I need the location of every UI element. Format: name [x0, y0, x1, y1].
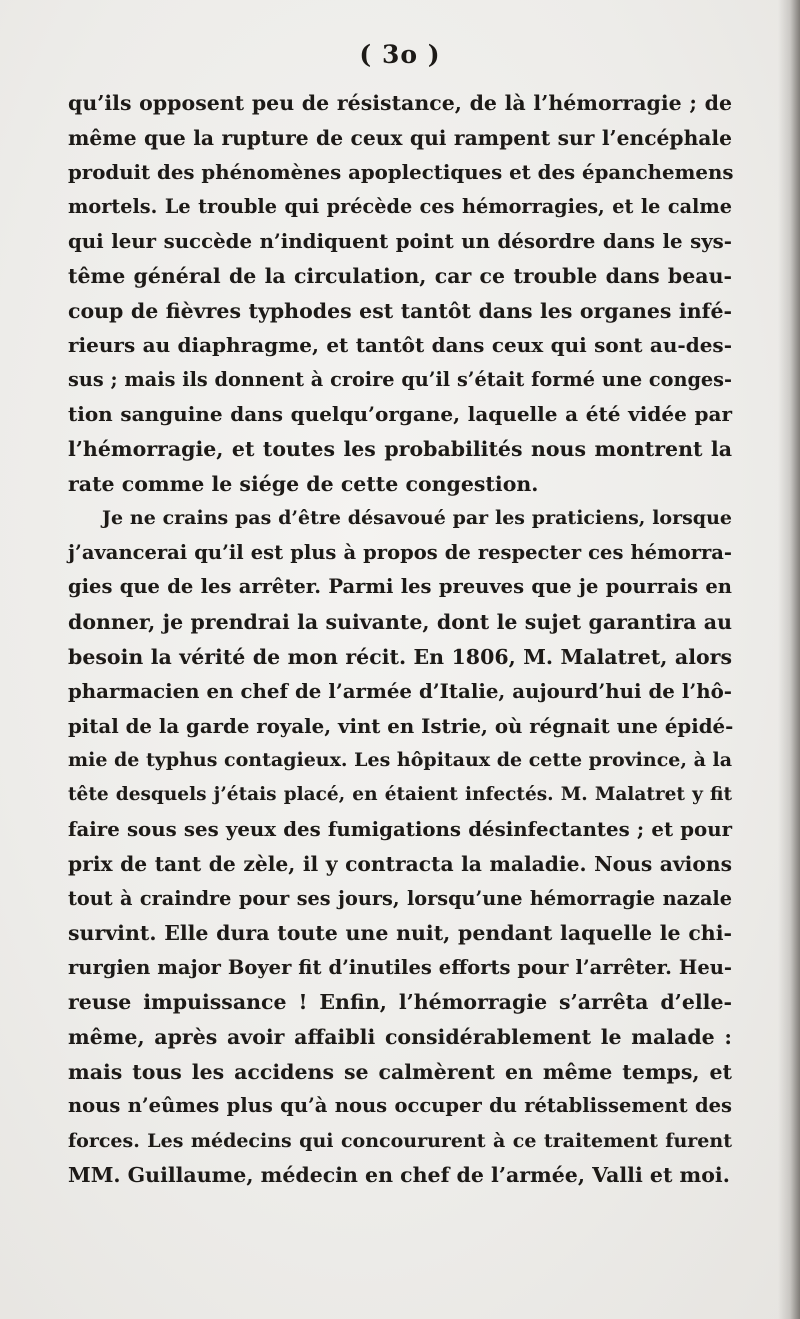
text-line: donner, je prendrai la suivante, dont le sujet garantira au: [68, 609, 732, 634]
text-line: l’hémorragie, et toutes les probabilités nous montrent la: [68, 436, 732, 461]
text-line: nous n’eûmes plus qu’à nous occuper du rétablissement des: [68, 1094, 732, 1118]
text-line: pharmacien en chef de l’armée d’Italie, aujourd’hui de l’hô-: [68, 679, 732, 704]
text-line: besoin la vérité de mon récit. En 1806, M. Malatret, alors: [68, 644, 732, 669]
text-line: qui leur succède n’indiquent point un désordre dans le sys-: [68, 229, 732, 254]
text-line: rate comme le siége de cette congestion.: [68, 471, 539, 496]
text-line: mais tous les accidens se calmèrent en même temps, et: [68, 1059, 732, 1084]
text-line: prix de tant de zèle, il y contracta la maladie. Nous avions: [68, 852, 732, 877]
text-line: rieurs au diaphragme, et tantôt dans ceux qui sont au-des-: [68, 333, 732, 358]
page-number: ( 3o ): [359, 40, 441, 69]
text-line: mortels. Le trouble qui précède ces hémorragies, et le calme: [68, 194, 732, 218]
text-line: survint. Elle dura toute une nuit, pendant laquelle le chi-: [68, 921, 732, 946]
text-line: même que la rupture de ceux qui rampent sur l’encéphale: [68, 125, 732, 150]
text-line: tête desquels j’étais placé, en étaient infectés. M. Malatret y fit: [68, 783, 732, 805]
text-line: Je ne crains pas d’être désavoué par les praticiens, lorsque: [102, 507, 732, 530]
text-line: mie de typhus contagieux. Les hôpitaux de cette province, à la: [68, 749, 733, 772]
text-line: forces. Les médecins qui concoururent à ce traitement furent: [68, 1129, 732, 1152]
text-line: MM. Guillaume, médecin en chef de l’armée, Valli et moi.: [68, 1163, 730, 1188]
text-line: rurgien major Boyer fit d’inutiles efforts pour l’arrêter. Heu-: [68, 955, 732, 979]
text-line: gies que de les arrêter. Parmi les preuves que je pourrais en: [68, 575, 732, 599]
text-line: qu’ils opposent peu de résistance, de là l’hémorragie ; de: [68, 91, 732, 115]
text-line: j’avancerai qu’il est plus à propos de respecter ces hémorra-: [68, 540, 732, 564]
text-line: reuse impuissance ! Enfin, l’hémorragie s’arrêta d’elle-: [68, 990, 732, 1015]
text-line: tout à craindre pour ses jours, lorsqu’une hémorragie nazale: [68, 886, 732, 910]
text-line: sus ; mais ils donnent à croire qu’il s’était formé une conges-: [68, 367, 732, 391]
text-line: faire sous ses yeux des fumigations désinfectantes ; et pour: [68, 817, 732, 842]
page-edge-shadow: [778, 0, 800, 1319]
text-line: produit des phénomènes apoplectiques et des épanchemens: [68, 160, 734, 185]
body-text: [68, 86, 732, 1193]
text-line: tême général de la circulation, car ce trouble dans beau-: [68, 263, 732, 288]
text-line: pital de la garde royale, vint en Istrie, où régnait une épidé-: [68, 713, 734, 738]
text-line: tion sanguine dans quelqu’organe, laquelle a été vidée par: [68, 402, 732, 427]
text-line: coup de fièvres typhodes est tantôt dans les organes infé-: [68, 298, 732, 323]
text-line: même, après avoir affaibli considérablement le malade :: [68, 1025, 732, 1050]
